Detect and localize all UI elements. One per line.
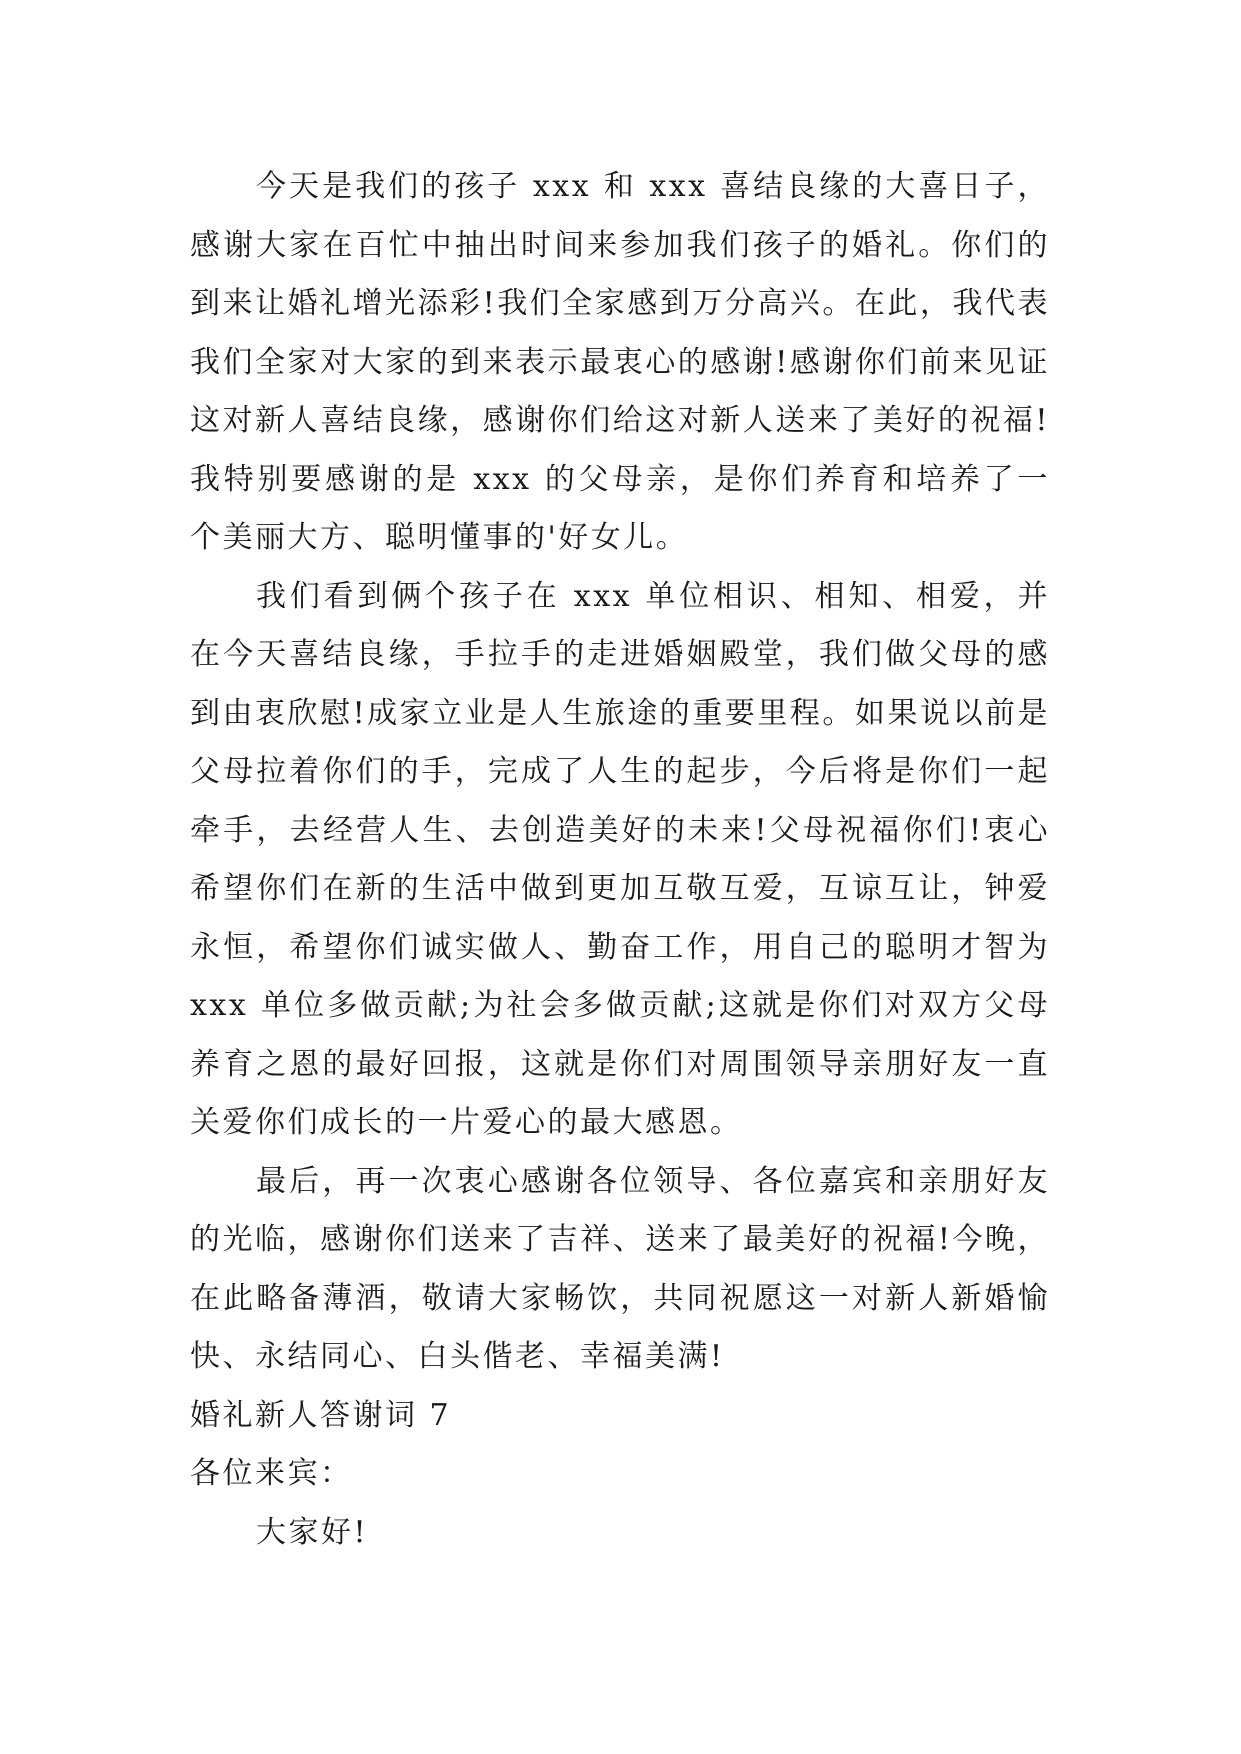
greeting: 大家好! — [256, 1514, 369, 1550]
section-title: 婚礼新人答谢词 7 — [190, 1397, 452, 1433]
salutation: 各位来宾： — [190, 1456, 353, 1491]
paragraph-2: 我们看到俩个孩子在 xxx 单位相识、相知、相爱，并在今天喜结良缘，手拉手的走进婚姻殿堂，我们做父母的感到由衷欣慰!成家立业是人生旅途的重要里程。如果说以前是父母拉着你们的手，完成了人生的起步，今后将是你们一起牵手，去经营人生、去创造美好的未来!父母祝福你们!衷心希望你们在新的生活中做到更加互敬互爱，互谅互让，钟爱永恒，希望你们诚实做人、勤奋工作，用自己的聪明才智为 xxx 单位多做贡献;为社会多做贡献;这就是你们对双方父母养育之恩的最好回报，这就是你们对周围领导亲朋好友一直关爱你们成长的一片爱心的最大感恩。 — [190, 578, 1050, 1140]
paragraph-1: 今天是我们的孩子 xxx 和 xxx 喜结良缘的大喜日子，感谢大家在百忙中抽出时间来参加我们孩子的婚礼。你们的到来让婚礼增光添彩!我们全家感到万分高兴。在此，我代表我们全家对大家的到来表示最衷心的感谢!感谢你们前来见证这对新人喜结良缘，感谢你们给这对新人送来了美好的祝福!我特别要感谢的是 xxx 的父母亲，是你们养育和培养了一个美丽大方、聪明懂事的'好女儿。 — [190, 169, 1050, 555]
paragraph-3: 最后，再一次衷心感谢各位领导、各位嘉宾和亲朋好友的光临，感谢你们送来了吉祥、送来了最美好的祝福!今晚，在此略备薄酒，敬请大家畅饮，共同祝愿这一对新人新婚愉快、永结同心、白头偕老、幸福美满! — [190, 1163, 1050, 1374]
document-body — [190, 158, 1050, 1562]
